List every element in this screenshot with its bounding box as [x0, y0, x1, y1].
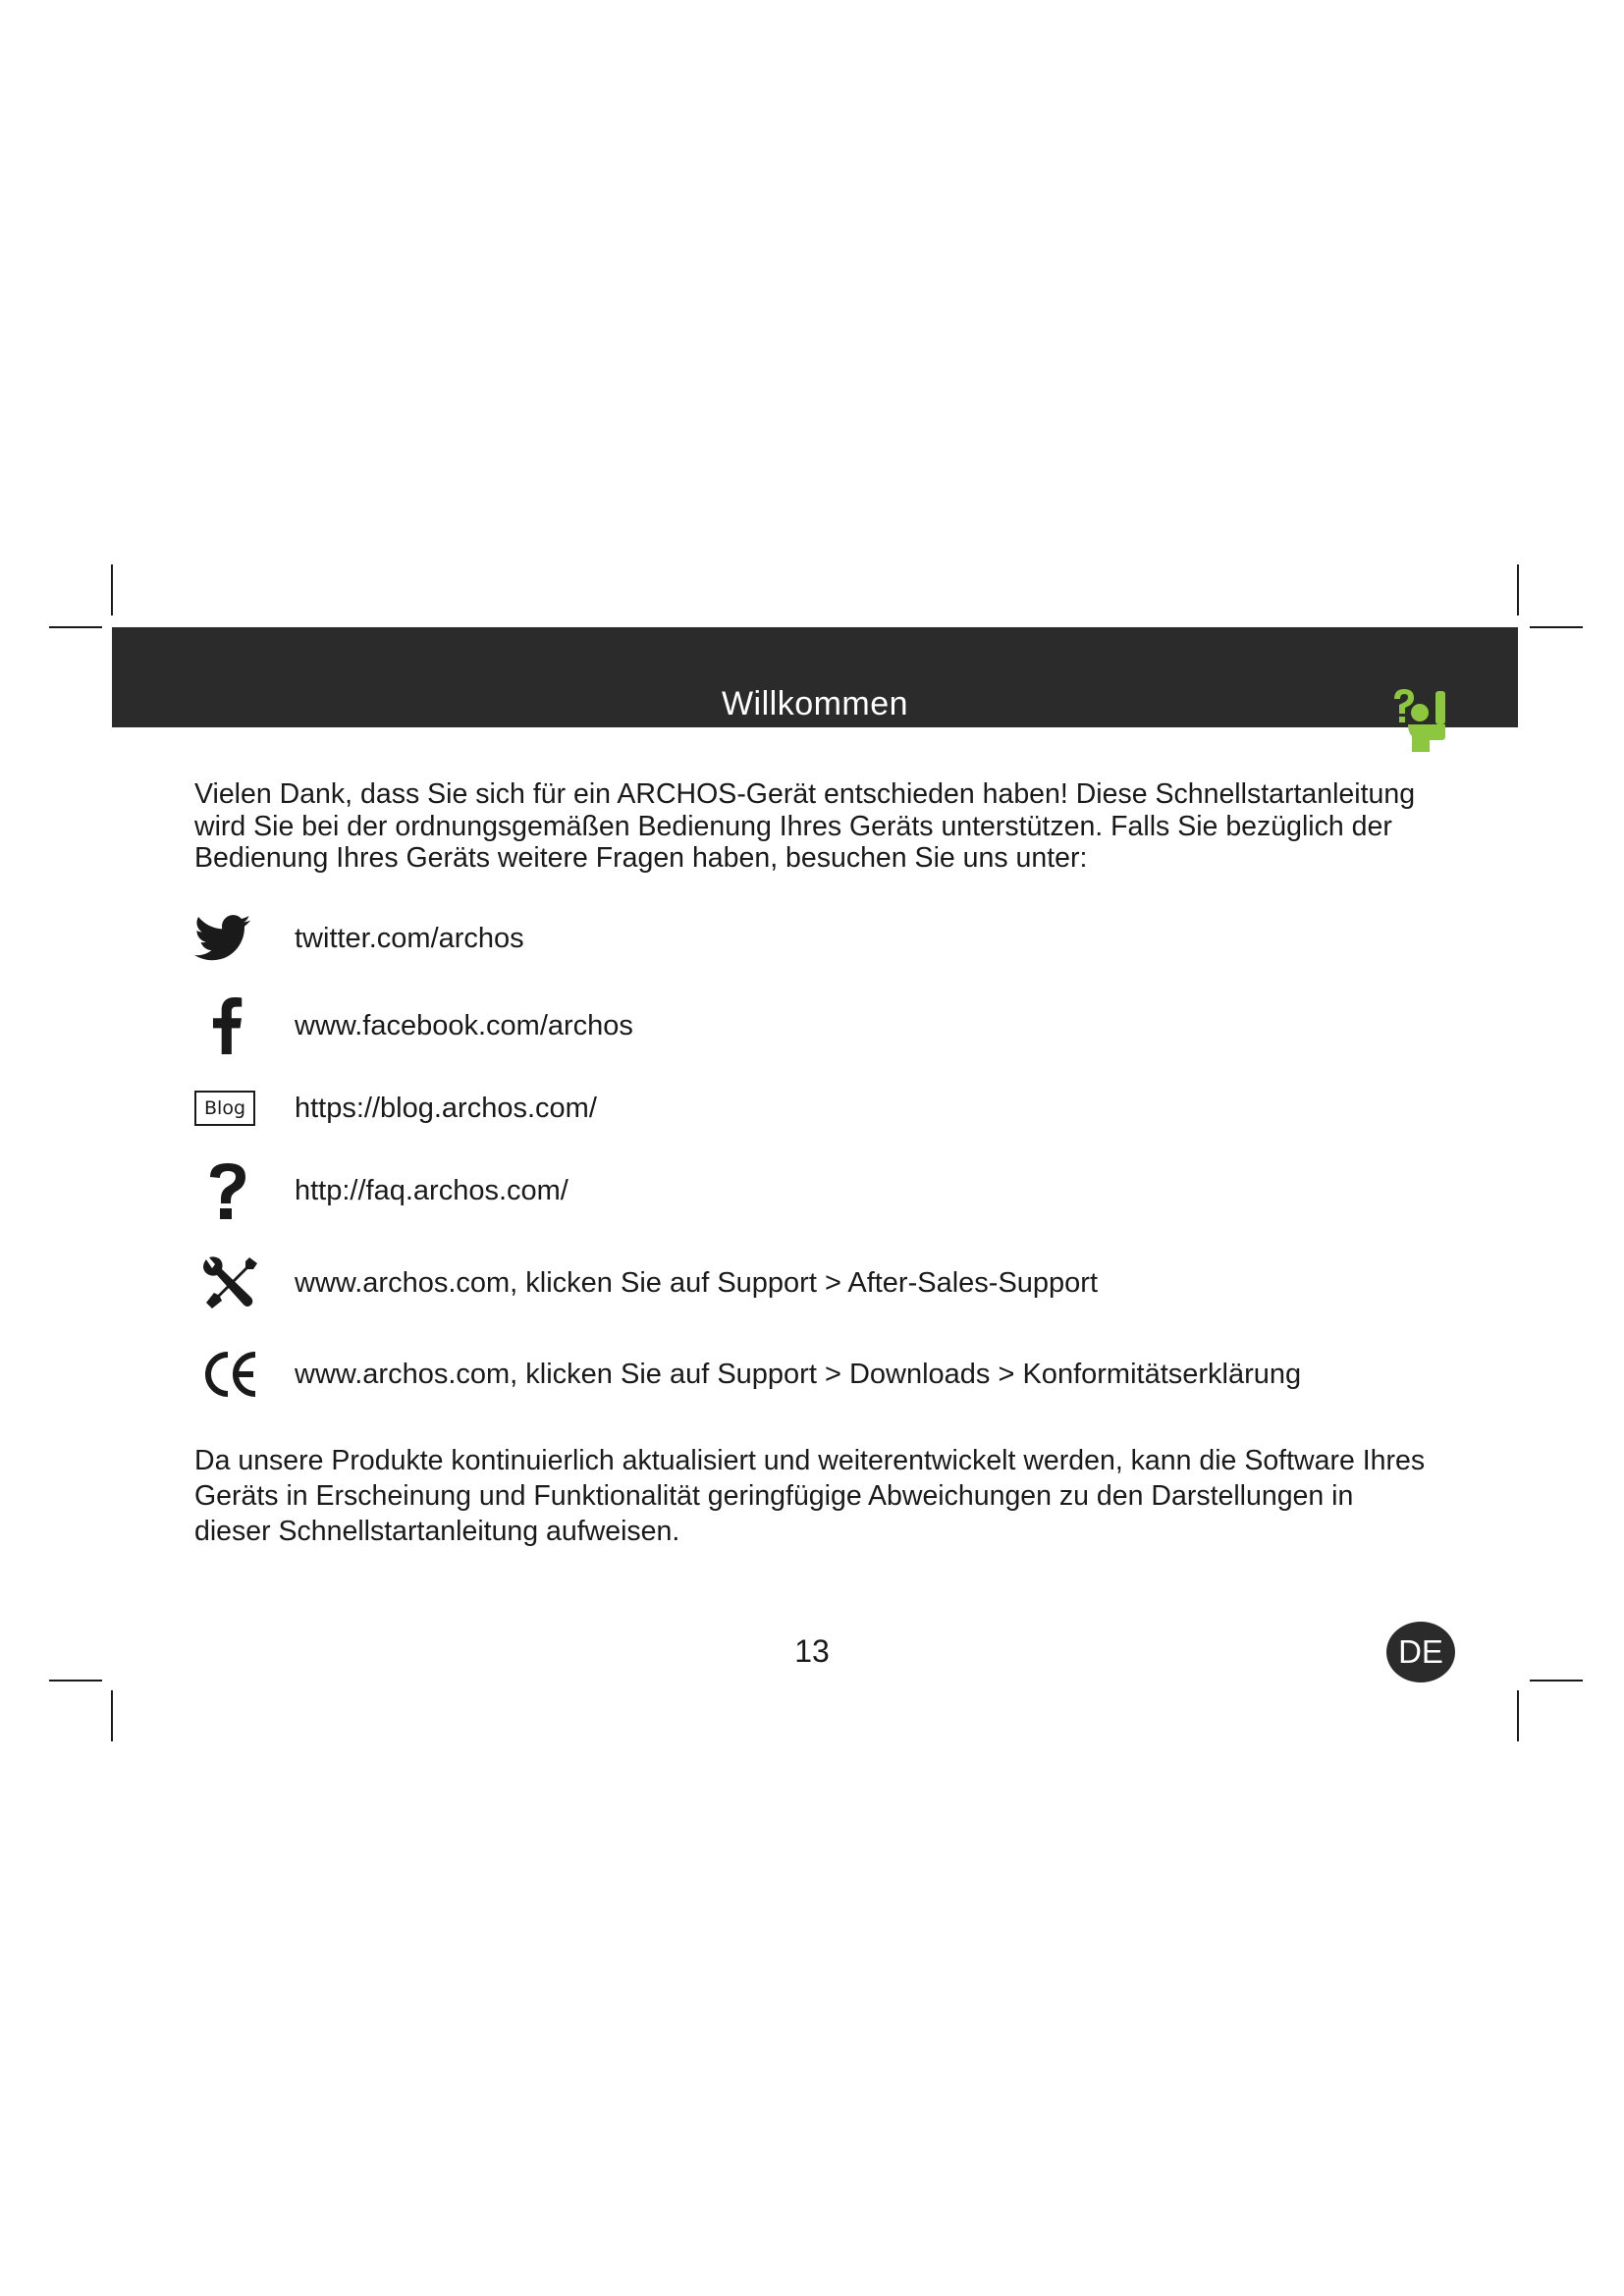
outro-paragraph: Da unsere Produkte kontinuierlich aktualisiert und weiterentwickelt werden, kann die Software Ihres Geräts in Erscheinung und Funktionalität geringfügige Abweichungen zu den Darstellungen in dieser Schnellstartanleitung aufweisen.: [194, 1445, 1426, 1547]
crop-mark: [1530, 1680, 1583, 1682]
page-number: 13: [794, 1633, 830, 1669]
language-badge: DE: [1386, 1622, 1455, 1682]
crop-mark: [111, 564, 113, 615]
link-row-twitter: [194, 904, 524, 973]
crop-mark: [1530, 626, 1583, 628]
link-row-support: [194, 1249, 1098, 1317]
blog-link[interactable]: https://blog.archos.com/: [295, 1092, 597, 1124]
question-mark-icon: [194, 1156, 265, 1225]
blog-icon: [194, 1074, 265, 1143]
link-row-blog: [194, 1074, 597, 1143]
support-link[interactable]: www.archos.com, klicken Sie auf Support > After-Sales-Support: [295, 1266, 1099, 1299]
header-banner: [112, 627, 1518, 727]
twitter-link[interactable]: twitter.com/archos: [295, 922, 524, 954]
ce-mark-icon: [194, 1340, 265, 1409]
page-title: Willkommen: [721, 685, 909, 722]
crop-mark: [49, 1680, 102, 1682]
facebook-link[interactable]: www.facebook.com/archos: [295, 1009, 633, 1041]
link-row-faq: [194, 1156, 568, 1225]
crop-mark: [111, 1690, 113, 1741]
link-row-facebook: [194, 991, 633, 1060]
blog-icon-label: Blog: [194, 1091, 255, 1126]
facebook-f-icon: [194, 991, 265, 1060]
faq-link[interactable]: http://faq.archos.com/: [295, 1174, 568, 1206]
conformity-link[interactable]: www.archos.com, klicken Sie auf Support > Downloads > Konformitätserklärung: [295, 1358, 1302, 1390]
crop-mark: [1517, 1690, 1519, 1741]
crop-mark: [1517, 564, 1519, 615]
twitter-bird-icon: [194, 904, 265, 973]
intro-paragraph: Vielen Dank, dass Sie sich für ein ARCHOS-Gerät entschieden haben! Diese Schnellstartanleitung wird Sie bei der ordnungsgemäßen Bedienung Ihres Geräts unterstützen. Falls Sie bezüglich der Bedienung Ihres Geräts weitere Fragen haben, besuchen Sie uns unter:: [194, 778, 1416, 874]
help-person-icon: [1390, 687, 1451, 754]
tools-icon: [194, 1249, 265, 1317]
crop-mark: [49, 626, 102, 628]
link-row-conformity: [194, 1340, 1301, 1409]
